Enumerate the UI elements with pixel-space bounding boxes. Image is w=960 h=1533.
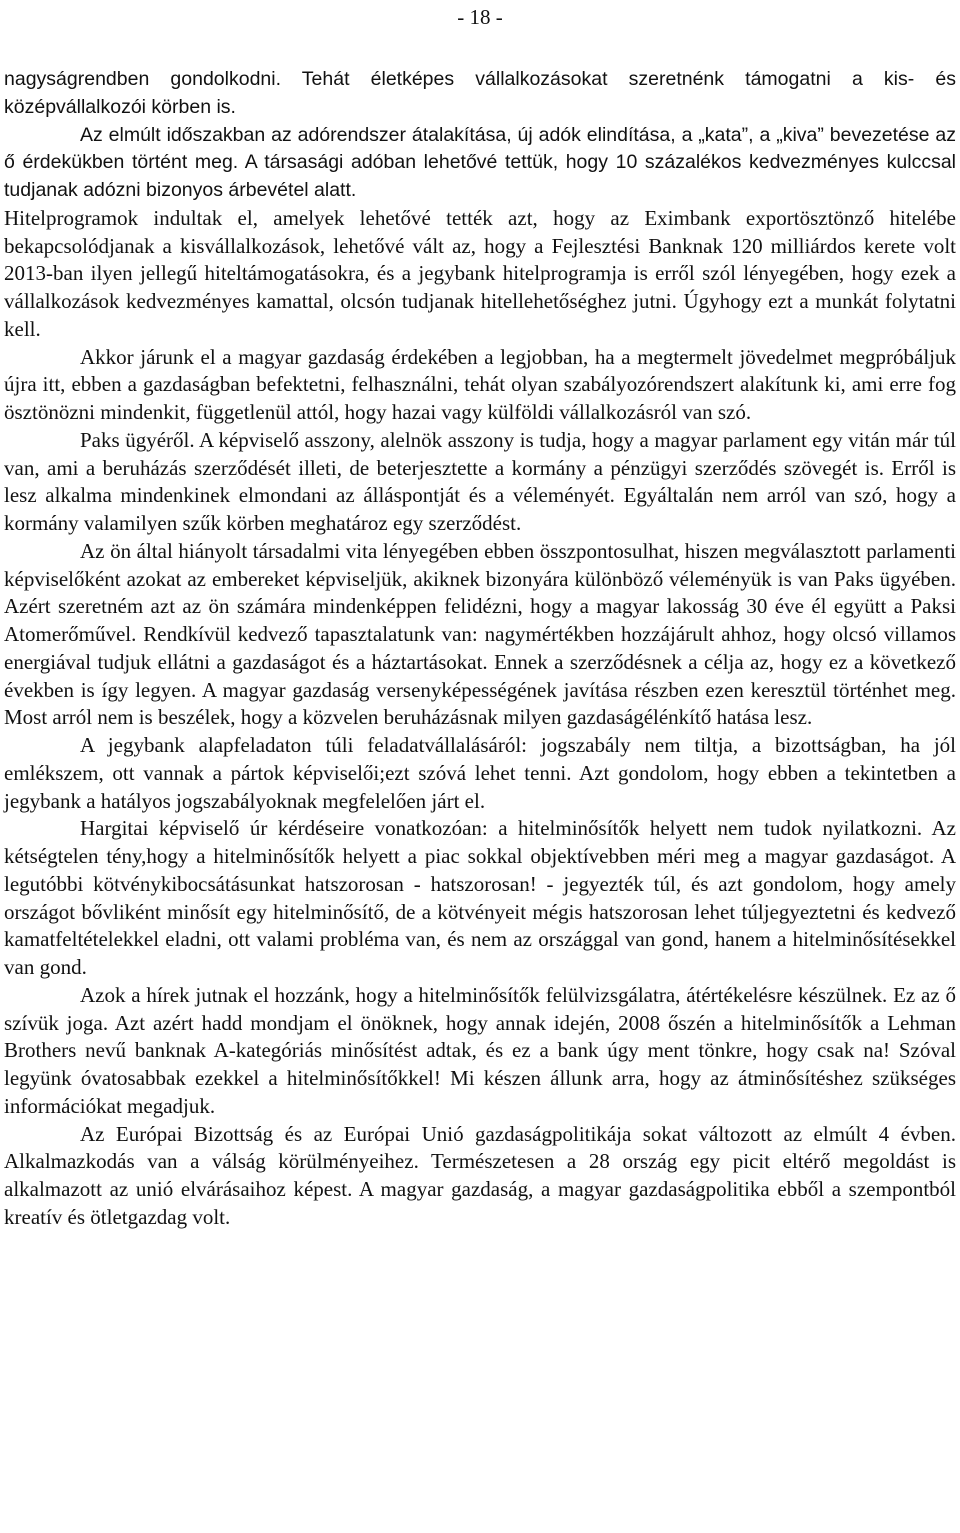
paragraph: Az Európai Bizottság és az Európai Unió gazdaságpolitikája sokat változott az elmúlt 4 évben. Alkalmazkodás van a válság körülményeihez. Természetesen a 28 ország egy picit eltérő megoldást is alkalmazott az unió elvárásaihoz képest. A magyar gazdaság, a magyar gazdaságpolitika ebből a szempontból kreatív és ötletgazdag volt.: [4, 1121, 956, 1229]
paragraph: Paks ügyéről. A képviselő asszony, alelnök asszony is tudja, hogy a magyar parlament egy vitán már túl van, ami a beruházás szerződését illeti, de beterjesztette a kormány a pénzügyi szerződés szövegét is. Erről is lesz alkalma mindenkinek elmondani az álláspontját és a véleményét. Egyáltalán nem arról van szó, hogy a kormány valamilyen szűk körben meghatároz egy szerződést.: [4, 427, 956, 535]
paragraph: Az elmúlt időszakban az adórendszer átalakítása, új adók elindítása, a „kata”, a „kiva” bevezetése az ő érdekükben történt meg. A társasági adóban lehetővé tettük, hogy 10 százalékos kedvezményes kulccsal tudjanak adózni bizonyos árbevétel alatt.: [4, 123, 956, 201]
paragraph: Akkor járunk el a magyar gazdaság érdekében a legjobban, ha a megtermelt jövedelmet megpróbáljuk újra itt, ebben a gazdaságban befektetni, felhasználni, tehát olyan szabályozórendszert alakítunk ki, ami erre fog ösztönözni mindenkit, függetlenül attól, hogy hazai vagy külföldi vállalkozásról van szó.: [4, 344, 956, 424]
paragraph: Hargitai képviselő úr kérdéseire vonatkozóan: a hitelminősítők helyett nem tudok nyilatkozni. Az kétségtelen tény,hogy a hitelminősítők helyett a piac sokkal objektívebben méri meg a magyar gazdaságot. A legutóbbi kötvénykibocsátásunkat hatszorosan - hatszorosan! - jegyezték túl, és azt gondolom, hogy amely országot bővliként minősít egy hitelminősítő, de a kötvényeit mégis hatszorosan lehet túljegyeztetni és kedvező kamatfeltételekkel eladni, ott valami probléma van, és nem az országgal van gond, hanem a hitelminősítésekkel van gond.: [4, 816, 956, 979]
page-number: - 18 -: [457, 5, 503, 29]
paragraph: Azok a hírek jutnak el hozzánk, hogy a hitelminősítők felülvizsgálatra, átértékelésre készülnek. Ez az ő szívük joga. Azt azért hadd mondjam el önöknek, hogy annak idején, 2008 őszén a hitelminősítők a Lehman Brothers nevű banknak A-kategóriás minősítést adtak, és ez a bank úgy ment tönkre, hogy csak na! Szóval legyünk óvatosabbak ezekkel a hitelminősítőkkel! Mi készen állunk arra, hogy az átminősítéshez szükséges információkat megadjuk.: [4, 982, 956, 1118]
paragraph: Az ön által hiányolt társadalmi vita lényegében ebben összpontosulhat, hiszen megválasztott parlamenti képviselőként azokat az embereket képviseljük, akiknek bizonyára különböző véleményük is van Paks ügyében. Azért szeretném azt az ön számára mindenképpen felidézni, hogy a magyar lakosság 30 éve él együtt a Paksi Atomerőművel. Rendkívül kedvező tapasztalatunk van: nagymértékben hozzájárult ahhoz, hogy olcsó villamos energiával tudjuk ellátni a gazdaságot és a háztartásokat. Ennek a szerződésnek a célja az, hogy ez a következő években is így legyen. A magyar gazdaság versenyképességének javítása részben ezen keresztül történhet meg. Most arról nem is beszélek, hogy a közvelen beruházásnak milyen gazdaságélénkítő hatása lesz.: [4, 538, 956, 730]
paragraph: Hitelprogramok indultak el, amelyek lehetővé tették azt, hogy az Eximbank exportösztönző hitelébe bekapcsolódjanak a kisvállalkozások, lehetővé vált az, hogy a Fejlesztési Banknak 120 milliárdos kerete volt 2013-ban ilyen jellegű hiteltámogatásokra, és a jegybank hitelprogramja is erről szól lényegében, hogy ezek a vállalkozások kedvezményes kamattal, olcsón tudjanak hitellehetőséghez jutni. Úgyhogy ezt a munkát folytatni kell.: [4, 205, 956, 341]
paragraph: A jegybank alapfeladaton túli feladatvállalásáról: jogszabály nem tiltja, a bizottságban, ha jól emlékszem, ott vannak a pártok képviselői;ezt szóvá lehet tenni. Azt gondolom, hogy ebben a tekintetben a jegybank a hatályos jogszabályoknak megfelelően járt el.: [4, 733, 956, 813]
body-text: [4, 66, 956, 1232]
paragraph: nagyságrendben gondolkodni. Tehát életképes vállalkozásokat szeretnénk támogatni a kis- és középvállalkozói körben is.: [4, 68, 956, 118]
